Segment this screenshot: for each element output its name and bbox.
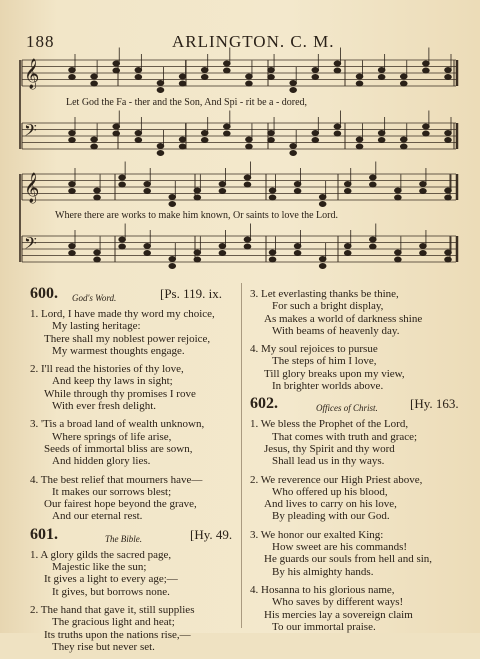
note-head — [394, 195, 401, 200]
verse-line: They rise but never set. — [52, 640, 155, 653]
verse-line: Till glory breaks upon my view, — [264, 367, 405, 380]
note-head — [144, 188, 151, 193]
note-head — [420, 188, 427, 193]
stanza — [30, 604, 235, 653]
verse-line: And keep thy laws in sight; — [52, 375, 173, 388]
note-head — [201, 74, 208, 79]
page-number: 188 — [26, 32, 55, 51]
lyric-line-2: Where there are works to make him known, Or saints to love the Lord. — [55, 210, 338, 221]
stanza — [250, 343, 465, 392]
hymn-topic: Offices of Christ. — [316, 403, 378, 414]
note-head — [400, 81, 407, 86]
verse-line: 3. We honor our exalted King: — [250, 528, 384, 541]
note-head — [219, 181, 226, 186]
note-head — [356, 144, 363, 149]
stanza — [30, 363, 235, 412]
verse-line: 1. Lord, I have made thy word my choice, — [30, 308, 215, 320]
note-head — [157, 87, 164, 92]
note-head — [157, 80, 164, 85]
verse-line: The steps of him I love, — [272, 355, 377, 368]
note-head — [445, 250, 452, 255]
verse-line: 3. Let everlasting thanks be thine, — [250, 288, 399, 300]
verse-line: There shall my noblest power rejoice, — [44, 332, 211, 345]
verse-line: With beams of heavenly day. — [272, 324, 400, 337]
note-head — [290, 87, 297, 92]
hymn-reference: [Hy. 49. — [190, 526, 233, 542]
verse-line: And lives to carry on his love, — [264, 498, 397, 511]
note-head — [113, 124, 120, 129]
verse-line: Seeds of immortal bliss are sown, — [44, 442, 193, 455]
note-head — [356, 137, 363, 142]
note-head — [246, 81, 253, 86]
bass-clef-icon: 𝄢 — [24, 233, 37, 257]
note-head — [356, 74, 363, 79]
note-head — [246, 144, 253, 149]
note-head — [422, 61, 429, 66]
verse-line: Jesus, thy Spirit and thy word — [264, 442, 395, 455]
note-head — [244, 244, 251, 249]
note-head — [69, 243, 76, 248]
right-column — [250, 288, 465, 639]
verse-line: My lasting heritage: — [52, 320, 141, 333]
note-head — [219, 188, 226, 193]
note-head — [223, 124, 230, 129]
note-head — [69, 250, 76, 255]
note-head — [135, 137, 142, 142]
verse-line: 1. A glory gilds the sacred page, — [30, 548, 172, 561]
note-head — [135, 74, 142, 79]
note-head — [290, 143, 297, 148]
stanza — [250, 418, 465, 467]
note-head — [91, 74, 98, 79]
treble-clef-icon: 𝄞 — [24, 59, 40, 89]
note-head — [179, 81, 186, 86]
note-head — [312, 130, 319, 135]
verse-line: My warmest thoughts engage. — [52, 344, 185, 357]
verse-line: How sweet are his commands! — [272, 541, 408, 554]
note-head — [246, 137, 253, 142]
note-head — [219, 250, 226, 255]
note-head — [319, 256, 326, 261]
note-head — [135, 130, 142, 135]
verse-line: 1. We bless the Prophet of the Lord, — [250, 418, 409, 431]
note-head — [268, 67, 275, 72]
note-head — [378, 130, 385, 135]
verse-line: Majestic like the sun; — [52, 561, 147, 574]
hymn-header — [30, 285, 235, 308]
note-head — [69, 130, 76, 135]
note-head — [344, 243, 351, 248]
note-head — [394, 250, 401, 255]
note-head — [94, 188, 101, 193]
stanza — [250, 584, 465, 633]
note-head — [378, 137, 385, 142]
bar-lines — [20, 60, 457, 262]
verse-line: 4. The best relief that mourners have— — [30, 473, 203, 486]
note-head — [445, 67, 452, 72]
note-head — [420, 243, 427, 248]
note-head — [244, 237, 251, 242]
note-head — [334, 68, 341, 73]
verse-line: He guards our souls from hell and sin, — [264, 553, 433, 566]
note-head — [119, 244, 126, 249]
note-head — [334, 131, 341, 136]
note-head — [119, 237, 126, 242]
note-head — [422, 68, 429, 73]
note-head — [344, 181, 351, 186]
note-head — [194, 250, 201, 255]
hymn-601-stanzas — [30, 549, 235, 653]
hymn-601-continued-stanzas — [250, 288, 465, 392]
note-head — [268, 74, 275, 79]
verse-line: By pleading with our God. — [272, 510, 390, 523]
music-notes — [69, 48, 452, 269]
note-head — [334, 124, 341, 129]
note-head — [294, 181, 301, 186]
note-head — [179, 144, 186, 149]
verse-line: It gives, but borrows none. — [52, 585, 170, 598]
hymn-600-stanzas — [30, 308, 235, 523]
note-head — [69, 188, 76, 193]
note-head — [290, 150, 297, 155]
verse-line: His mercies lay a sovereign claim — [264, 608, 413, 621]
note-head — [94, 250, 101, 255]
note-head — [169, 263, 176, 268]
note-head — [268, 130, 275, 135]
note-head — [113, 68, 120, 73]
verse-line: It makes our sorrows blest; — [52, 485, 172, 498]
note-head — [422, 131, 429, 136]
note-head — [201, 137, 208, 142]
note-head — [144, 181, 151, 186]
note-head — [319, 201, 326, 206]
note-head — [69, 137, 76, 142]
verse-line: It gives a light to every age;— — [44, 573, 178, 586]
note-head — [420, 181, 427, 186]
hymn-number: 600. — [30, 285, 58, 302]
note-head — [223, 131, 230, 136]
hymn-602-stanzas — [250, 418, 465, 633]
hymn-number: 601. — [30, 525, 58, 543]
note-head — [244, 175, 251, 180]
stanza — [30, 308, 235, 357]
note-head — [94, 195, 101, 200]
note-head — [294, 188, 301, 193]
hymn-number: 602. — [250, 395, 278, 413]
note-head — [194, 188, 201, 193]
note-head — [269, 195, 276, 200]
note-head — [223, 61, 230, 66]
verse-line: Who saves by different ways! — [272, 596, 404, 609]
note-head — [344, 250, 351, 255]
note-head — [223, 68, 230, 73]
verse-line: And our eternal rest. — [52, 510, 143, 523]
note-head — [169, 256, 176, 261]
note-head — [91, 81, 98, 86]
tune-title: ARLINGTON. C. M. — [172, 32, 335, 51]
note-head — [201, 130, 208, 135]
note-head — [244, 182, 251, 187]
note-head — [394, 257, 401, 262]
note-head — [179, 74, 186, 79]
hymn-reference: [Hy. 163. — [410, 396, 459, 412]
verse-line: By his almighty hands. — [272, 565, 374, 578]
note-head — [445, 130, 452, 135]
stanza — [250, 288, 465, 337]
hymn-topic: God's Word. — [72, 293, 117, 303]
verse-line: 4. Hosanna to his glorious name, — [250, 583, 395, 596]
verse-line: 3. 'Tis a broad land of wealth unknown, — [30, 418, 205, 431]
note-head — [290, 80, 297, 85]
note-head — [400, 137, 407, 142]
note-head — [246, 74, 253, 79]
note-head — [334, 61, 341, 66]
note-head — [394, 188, 401, 193]
note-head — [157, 143, 164, 148]
note-head — [194, 257, 201, 262]
verse-line: Where springs of life arise, — [52, 430, 172, 443]
note-head — [144, 250, 151, 255]
note-head — [312, 74, 319, 79]
note-head — [113, 61, 120, 66]
verse-line: Shall lead us in thy ways. — [272, 455, 385, 468]
note-head — [445, 188, 452, 193]
note-head — [194, 195, 201, 200]
stanza — [250, 474, 465, 523]
note-head — [294, 250, 301, 255]
stanza — [30, 474, 235, 523]
verse-line: With ever fresh delight. — [52, 400, 157, 413]
note-head — [91, 144, 98, 149]
note-head — [445, 257, 452, 262]
note-head — [219, 243, 226, 248]
note-head — [91, 137, 98, 142]
note-head — [119, 182, 126, 187]
note-head — [400, 144, 407, 149]
stanza — [250, 529, 465, 578]
note-head — [356, 81, 363, 86]
note-head — [369, 182, 376, 187]
note-head — [169, 201, 176, 206]
staff-lines — [22, 60, 456, 262]
note-head — [312, 67, 319, 72]
verse-line: 4. My soul rejoices to pursue — [250, 343, 378, 356]
note-head — [135, 67, 142, 72]
note-head — [269, 257, 276, 262]
note-head — [157, 150, 164, 155]
note-head — [294, 243, 301, 248]
verse-line: And hidden glory lies. — [52, 455, 151, 468]
verse-line: 2. We reverence our High Priest above, — [250, 473, 423, 486]
note-head — [201, 67, 208, 72]
stanza — [30, 418, 235, 467]
note-head — [268, 137, 275, 142]
note-head — [179, 137, 186, 142]
note-head — [269, 250, 276, 255]
note-head — [369, 237, 376, 242]
note-head — [445, 74, 452, 79]
note-head — [319, 194, 326, 199]
note-head — [369, 244, 376, 249]
note-head — [445, 195, 452, 200]
note-head — [319, 263, 326, 268]
verse-line: To our immortal praise. — [272, 620, 376, 633]
note-head — [269, 188, 276, 193]
note-head — [445, 137, 452, 142]
verse-line: In brighter worlds above. — [272, 380, 384, 393]
note-head — [119, 175, 126, 180]
note-head — [369, 175, 376, 180]
treble-clef-icon: 𝄞 — [24, 173, 40, 203]
note-head — [420, 250, 427, 255]
column-divider — [241, 283, 242, 628]
lyric-line-1: Let God the Fa - ther and the Son, And Spi - rit be a - dored, — [66, 97, 308, 108]
verse-line: Who offered up his blood, — [272, 485, 388, 498]
stanza — [30, 549, 235, 598]
hymn-reference: [Ps. 119. ix. — [160, 286, 222, 301]
hymn-header — [30, 525, 235, 549]
verse-line: The gracious light and heat; — [52, 616, 175, 629]
verse-line: That comes with truth and grace; — [272, 430, 418, 443]
note-head — [312, 137, 319, 142]
verse-line: 2. I'll read the histories of thy love, — [30, 363, 184, 376]
verse-line: Its truths upon the nations rise,— — [44, 628, 191, 641]
note-head — [69, 74, 76, 79]
verse-line: Our fairest hope beyond the grave, — [44, 498, 197, 511]
verse-line: 2. The hand that gave it, still supplies — [30, 603, 195, 616]
bass-clef-icon: 𝄢 — [24, 120, 37, 144]
hymn-topic: The Bible. — [105, 533, 142, 544]
note-head — [400, 74, 407, 79]
clefs — [24, 58, 39, 257]
left-column — [30, 285, 235, 659]
verse-line: For such a bright display, — [272, 300, 384, 313]
note-head — [69, 181, 76, 186]
music-score — [0, 0, 480, 280]
hymn-header — [250, 395, 465, 418]
note-head — [113, 131, 120, 136]
note-head — [69, 67, 76, 72]
note-head — [344, 188, 351, 193]
note-head — [94, 257, 101, 262]
note-head — [144, 243, 151, 248]
verse-line: As makes a world of darkness shine — [264, 312, 423, 325]
note-head — [422, 124, 429, 129]
note-head — [378, 74, 385, 79]
note-head — [378, 67, 385, 72]
verse-line: While through thy promises I rove — [44, 387, 196, 400]
note-head — [169, 194, 176, 199]
